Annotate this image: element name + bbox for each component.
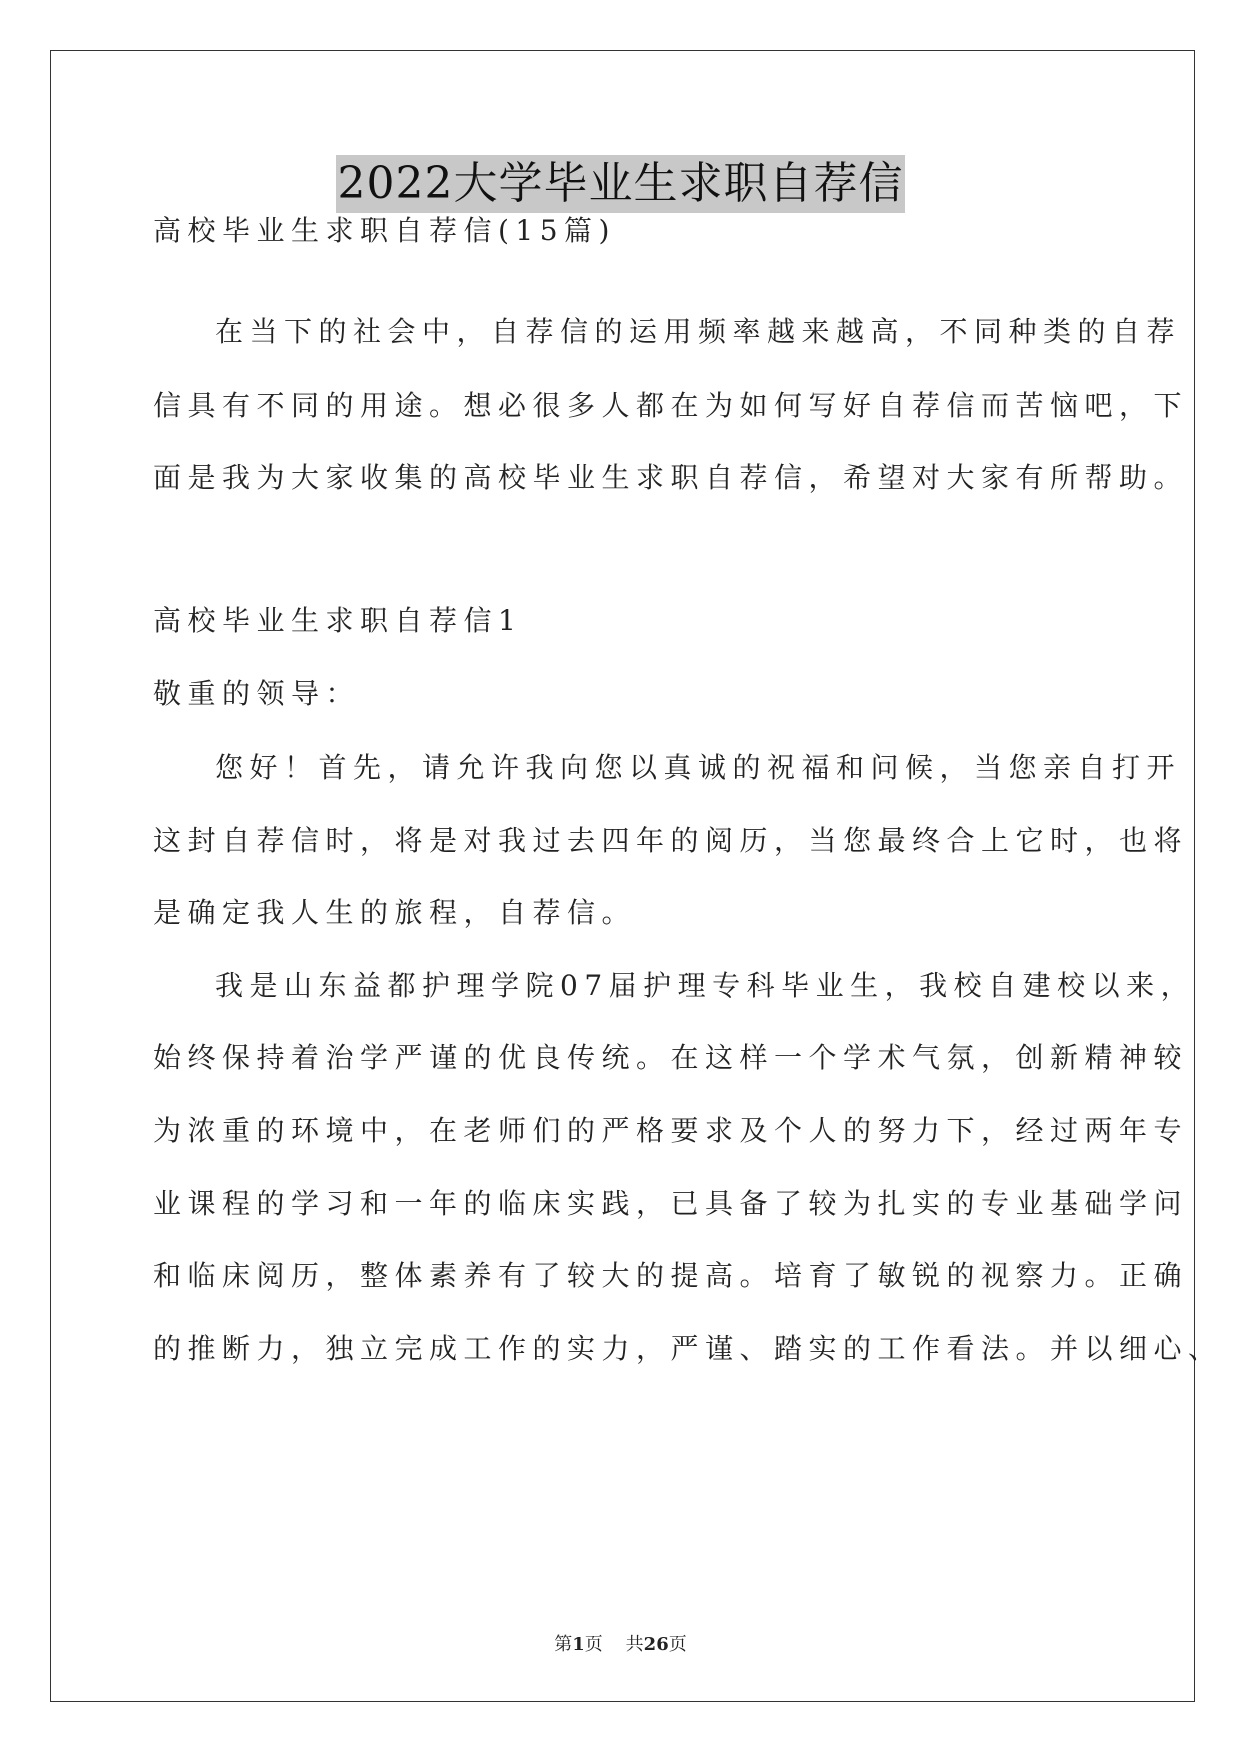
body-line-6: 为浓重的环境中，在老师们的严格要求及个人的努力下，经过两年专 (153, 1114, 1189, 1147)
footer-total-suffix: 页 (668, 1634, 687, 1655)
subtitle-line: 高校毕业生求职自荐信(15篇) (153, 214, 616, 247)
intro-line-1: 在当下的社会中，自荐信的运用频率越来越高，不同种类的自荐 (215, 315, 1182, 348)
footer-page-suffix: 页 (584, 1634, 603, 1655)
body-line-3: 是确定我人生的旅程，自荐信。 (153, 896, 637, 929)
footer-total-prefix: 共 (625, 1634, 644, 1655)
section-heading: 高校毕业生求职自荐信1 (153, 604, 523, 637)
body-line-2: 这封自荐信时，将是对我过去四年的阅历，当您最终合上它时，也将 (153, 824, 1189, 857)
body-line-4: 我是山东益都护理学院07届护理专科毕业生，我校自建校以来， (215, 969, 1196, 1002)
total-pages: 26 (643, 1634, 669, 1655)
intro-line-3: 面是我为大家收集的高校毕业生求职自荐信，希望对大家有所帮助。 (153, 461, 1189, 494)
document-title: 2022大学毕业生求职自荐信 (336, 155, 906, 213)
title-container (0, 155, 1241, 213)
salutation: 敬重的领导： (153, 677, 361, 710)
footer-prefix: 第 (554, 1634, 573, 1655)
page-border (50, 50, 1195, 1702)
body-line-9: 的推断力，独立完成工作的实力，严谨、踏实的工作看法。并以细心、 (153, 1332, 1223, 1365)
page-footer (0, 1630, 1241, 1656)
intro-line-2: 信具有不同的用途。想必很多人都在为如何写好自荐信而苦恼吧，下 (153, 389, 1189, 422)
body-line-7: 业课程的学习和一年的临床实践，已具备了较为扎实的专业基础学问 (153, 1187, 1189, 1220)
body-line-8: 和临床阅历，整体素养有了较大的提高。培育了敏锐的视察力。正确 (153, 1259, 1189, 1292)
body-line-5: 始终保持着治学严谨的优良传统。在这样一个学术气氛，创新精神较 (153, 1041, 1189, 1074)
page-number: 1 (572, 1634, 585, 1655)
body-line-1: 您好！首先，请允许我向您以真诚的祝福和问候，当您亲自打开 (215, 751, 1182, 784)
